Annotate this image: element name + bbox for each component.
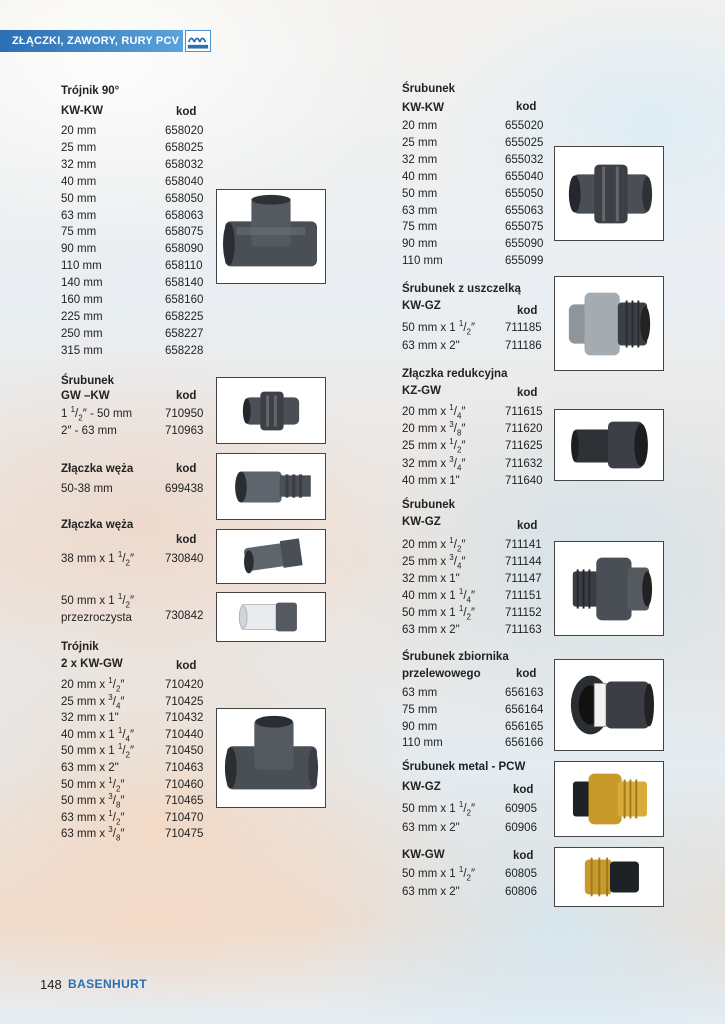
size-text: 25 mm x $^3/_4''$ xyxy=(402,553,466,571)
code-text: 711186 xyxy=(505,340,542,352)
code-text: 711640 xyxy=(505,474,543,487)
reducer-image xyxy=(554,409,664,481)
product-title: Złączka węża xyxy=(61,519,134,531)
code-text: 710963 xyxy=(165,425,204,437)
hose-adapter-image xyxy=(216,453,326,520)
size-text: 50 mm x $^3/_8''$ xyxy=(61,792,125,810)
code-text: 710420 xyxy=(165,679,204,691)
size-text: 250 mm xyxy=(61,327,103,340)
size-text: 40 mm xyxy=(61,175,97,188)
size-text: 25 mm x $^1/_2''$ xyxy=(402,437,466,455)
size-text: 50 mm x 1 $^1/_2''$ xyxy=(61,742,135,760)
size-text: 20 mm x $^1/_2''$ xyxy=(61,676,125,694)
code-text: 658020 xyxy=(165,125,204,137)
size-text: 20 mm xyxy=(61,125,97,137)
code-text: 711151 xyxy=(505,589,542,602)
product-subtitle: KW-KW xyxy=(61,105,103,117)
product-title: Złączka węża xyxy=(61,463,134,475)
code-text: 711620 xyxy=(505,423,543,436)
code-text: 658025 xyxy=(165,141,204,154)
code-text: 730840 xyxy=(165,553,204,565)
code-text: 658032 xyxy=(165,158,204,171)
size-text: 63 mm x 2" xyxy=(402,623,460,636)
size-text: 50 mm x $^1/_2''$ xyxy=(61,775,125,793)
code-text: 655032 xyxy=(505,153,544,166)
code-text: 655025 xyxy=(505,136,544,149)
code-text: 658140 xyxy=(165,277,204,290)
size-text: 63 mm x 2" xyxy=(402,886,460,898)
code-header: kod xyxy=(176,463,197,475)
code-text: 655040 xyxy=(505,170,544,183)
size-text: 63 mm x $^1/_2''$ xyxy=(61,808,125,827)
size-text: 75 mm xyxy=(402,703,438,716)
product-title: Złączka redukcyjna xyxy=(402,368,508,380)
size-text: 20 mm x $^1/_4''$ xyxy=(402,403,466,421)
size-text: 110 mm xyxy=(402,255,443,268)
size-text: 63 mm x 2" xyxy=(402,340,460,352)
code-text: 710440 xyxy=(165,728,204,741)
size-text: 90 mm xyxy=(402,720,438,733)
code-text: 710465 xyxy=(165,795,204,808)
code-text: 658227 xyxy=(165,327,204,340)
code-text: 710432 xyxy=(165,712,204,725)
page-number: 148 xyxy=(40,977,62,992)
code-text: 711163 xyxy=(505,623,542,636)
size-text: 20 mm x $^1/_2''$ xyxy=(402,536,466,554)
union-kwkw-image xyxy=(554,146,664,241)
code-text: 60906 xyxy=(505,822,537,834)
size-text: 63 mm xyxy=(61,209,97,222)
code-text: 658040 xyxy=(165,175,204,188)
code-text: 710460 xyxy=(165,778,204,791)
code-text: 658063 xyxy=(165,209,204,222)
size-text: 110 mm xyxy=(402,737,443,750)
code-header: kod xyxy=(516,668,537,680)
size-text: 50-38 mm xyxy=(61,483,113,495)
code-header: kod xyxy=(517,387,538,399)
size-text: 32 mm xyxy=(402,153,438,166)
code-header: kod xyxy=(513,784,534,796)
size-text: 32 mm xyxy=(61,158,97,171)
size-text: 25 mm x $^3/_4''$ xyxy=(61,692,125,710)
size-text: 63 mm x 2" xyxy=(61,762,119,774)
product-title: Śrubunek zbiornika xyxy=(402,651,509,663)
code-text: 711625 xyxy=(505,440,543,453)
code-text: 655090 xyxy=(505,238,544,251)
size-text: 63 mm xyxy=(402,687,438,699)
code-text: 699438 xyxy=(165,483,204,495)
metal-union-gw-image xyxy=(554,847,664,907)
size-text: 20 mm x $^3/_8''$ xyxy=(402,420,466,438)
extra-code: 730842 xyxy=(165,610,204,622)
code-text: 711615 xyxy=(505,406,543,418)
code-text: 60806 xyxy=(505,886,537,898)
code-text: 656165 xyxy=(505,720,544,733)
size-text: 32 mm x 1" xyxy=(61,712,119,725)
code-text: 655099 xyxy=(505,255,544,268)
size-text: 40 mm x 1 $^1/_4''$ xyxy=(402,586,476,604)
code-header: kod xyxy=(176,534,197,546)
size-text: 40 mm x 1" xyxy=(402,474,460,487)
size-text: 50 mm x 1 $^1/_2''$ xyxy=(61,592,135,610)
code-text: 710450 xyxy=(165,745,204,758)
product-subtitle: KW-GW xyxy=(402,849,445,861)
size-text: 75 mm xyxy=(402,221,438,234)
code-text: 711185 xyxy=(505,322,542,334)
footer-brand: BASENHURT xyxy=(68,977,147,991)
code-header: kod xyxy=(176,660,197,672)
code-header: kod xyxy=(176,106,197,118)
code-text: 655050 xyxy=(505,187,544,200)
size-text: 90 mm xyxy=(61,243,97,256)
product-subtitle: KZ-GW xyxy=(402,385,441,397)
code-header: kod xyxy=(513,850,534,862)
code-text: 656164 xyxy=(505,703,544,716)
code-text: 60905 xyxy=(505,803,537,815)
extra-note: przezroczysta xyxy=(61,612,132,624)
code-text: 710950 xyxy=(165,408,204,420)
size-text: 50 mm xyxy=(61,192,97,205)
code-text: 710425 xyxy=(165,695,204,708)
code-text: 658225 xyxy=(165,310,204,323)
product-subtitle: KW-GZ xyxy=(402,300,441,312)
size-text: 32 mm x 1" xyxy=(402,572,460,585)
product-title: Śrubunek z uszczelką xyxy=(402,283,521,295)
code-header: kod xyxy=(517,305,538,317)
code-text: 711144 xyxy=(505,555,542,568)
brand-logo-icon xyxy=(185,30,211,52)
tee-fitting-image xyxy=(216,189,326,284)
extra-size xyxy=(61,592,135,610)
size-text: 25 mm xyxy=(402,136,438,149)
size-text: 40 mm x 1 $^1/_4''$ xyxy=(61,725,135,744)
code-text: 655075 xyxy=(505,221,544,234)
tank-connector-image xyxy=(554,659,664,751)
code-text: 658228 xyxy=(165,344,204,357)
union-threaded-image xyxy=(554,541,664,636)
code-text: 658160 xyxy=(165,294,204,306)
code-header: kod xyxy=(517,520,538,532)
product-subtitle: przelewowego xyxy=(402,668,481,680)
size-text: 63 mm x $^3/_8''$ xyxy=(61,825,125,843)
size-text: 225 mm xyxy=(61,310,103,323)
code-header: kod xyxy=(516,101,537,113)
code-text: 656166 xyxy=(505,737,544,750)
size-text: 38 mm x 1 $^1/_2''$ xyxy=(61,550,135,568)
product-subtitle: KW-GZ xyxy=(402,781,441,793)
size-text: 20 mm xyxy=(402,120,438,132)
product-title: Trójnik xyxy=(61,641,99,653)
code-text: 711141 xyxy=(505,539,542,551)
size-text: 50 mm x 1 $^1/_2''$ xyxy=(402,603,476,621)
union-gasket-image xyxy=(554,276,664,371)
code-text: 658110 xyxy=(165,260,203,273)
code-text: 60805 xyxy=(505,868,537,880)
code-text: 658075 xyxy=(165,226,204,239)
size-text: 315 mm xyxy=(61,344,103,357)
size-text: 25 mm xyxy=(61,141,97,154)
product-subtitle: GW –KW xyxy=(61,390,110,402)
product-title: Śrubunek xyxy=(402,499,456,511)
clear-adapter-image xyxy=(216,592,326,642)
size-text: 63 mm x 2" xyxy=(402,822,460,834)
size-text: 160 mm xyxy=(61,294,103,306)
metal-union-gz-image xyxy=(554,761,664,837)
size-text: 50 mm x 1 $^1/_2''$ xyxy=(402,865,476,883)
size-text: 90 mm xyxy=(402,238,438,251)
code-text: 711152 xyxy=(505,606,542,619)
code-text: 655063 xyxy=(505,204,544,217)
hose-adapter-image-2 xyxy=(216,529,326,584)
code-text: 711632 xyxy=(505,457,543,470)
size-text: 2″ - 63 mm xyxy=(61,425,117,437)
size-text: 75 mm xyxy=(61,226,97,239)
size-text: 63 mm xyxy=(402,204,438,217)
product-title: Śrubunek xyxy=(61,375,115,387)
code-text: 710470 xyxy=(165,811,204,824)
product-subtitle: KW-GZ xyxy=(402,516,441,528)
size-text: 50 mm x 1 $^1/_2''$ xyxy=(402,319,476,337)
size-text: 140 mm xyxy=(61,277,103,290)
product-title: Trójnik 90° xyxy=(61,85,120,97)
code-text: 658090 xyxy=(165,243,204,256)
size-text: 1 $^1/_2'' - 50$ mm xyxy=(61,405,133,423)
size-text: 32 mm x $^3/_4''$ xyxy=(402,454,466,472)
section-header: ZŁĄCZKI, ZAWORY, RURY PCV xyxy=(0,30,183,52)
code-header: kod xyxy=(176,390,197,402)
tee-threaded-image xyxy=(216,708,326,808)
product-title: Śrubunek metal - PCW xyxy=(402,761,526,773)
union-fitting-image xyxy=(216,377,326,444)
size-text: 110 mm xyxy=(61,260,102,273)
code-text: 658050 xyxy=(165,192,204,205)
size-text: 40 mm xyxy=(402,170,438,183)
code-text: 655020 xyxy=(505,120,544,132)
code-text: 711147 xyxy=(505,572,542,585)
product-subtitle: KW-KW xyxy=(402,102,444,114)
code-text: 656163 xyxy=(505,687,544,699)
product-title: Śrubunek xyxy=(402,83,456,95)
code-text: 710463 xyxy=(165,762,204,774)
size-text: 50 mm x 1 $^1/_2''$ xyxy=(402,800,476,818)
size-text: 50 mm xyxy=(402,187,438,200)
code-text: 710475 xyxy=(165,828,204,841)
product-subtitle: 2 x KW-GW xyxy=(61,658,123,670)
